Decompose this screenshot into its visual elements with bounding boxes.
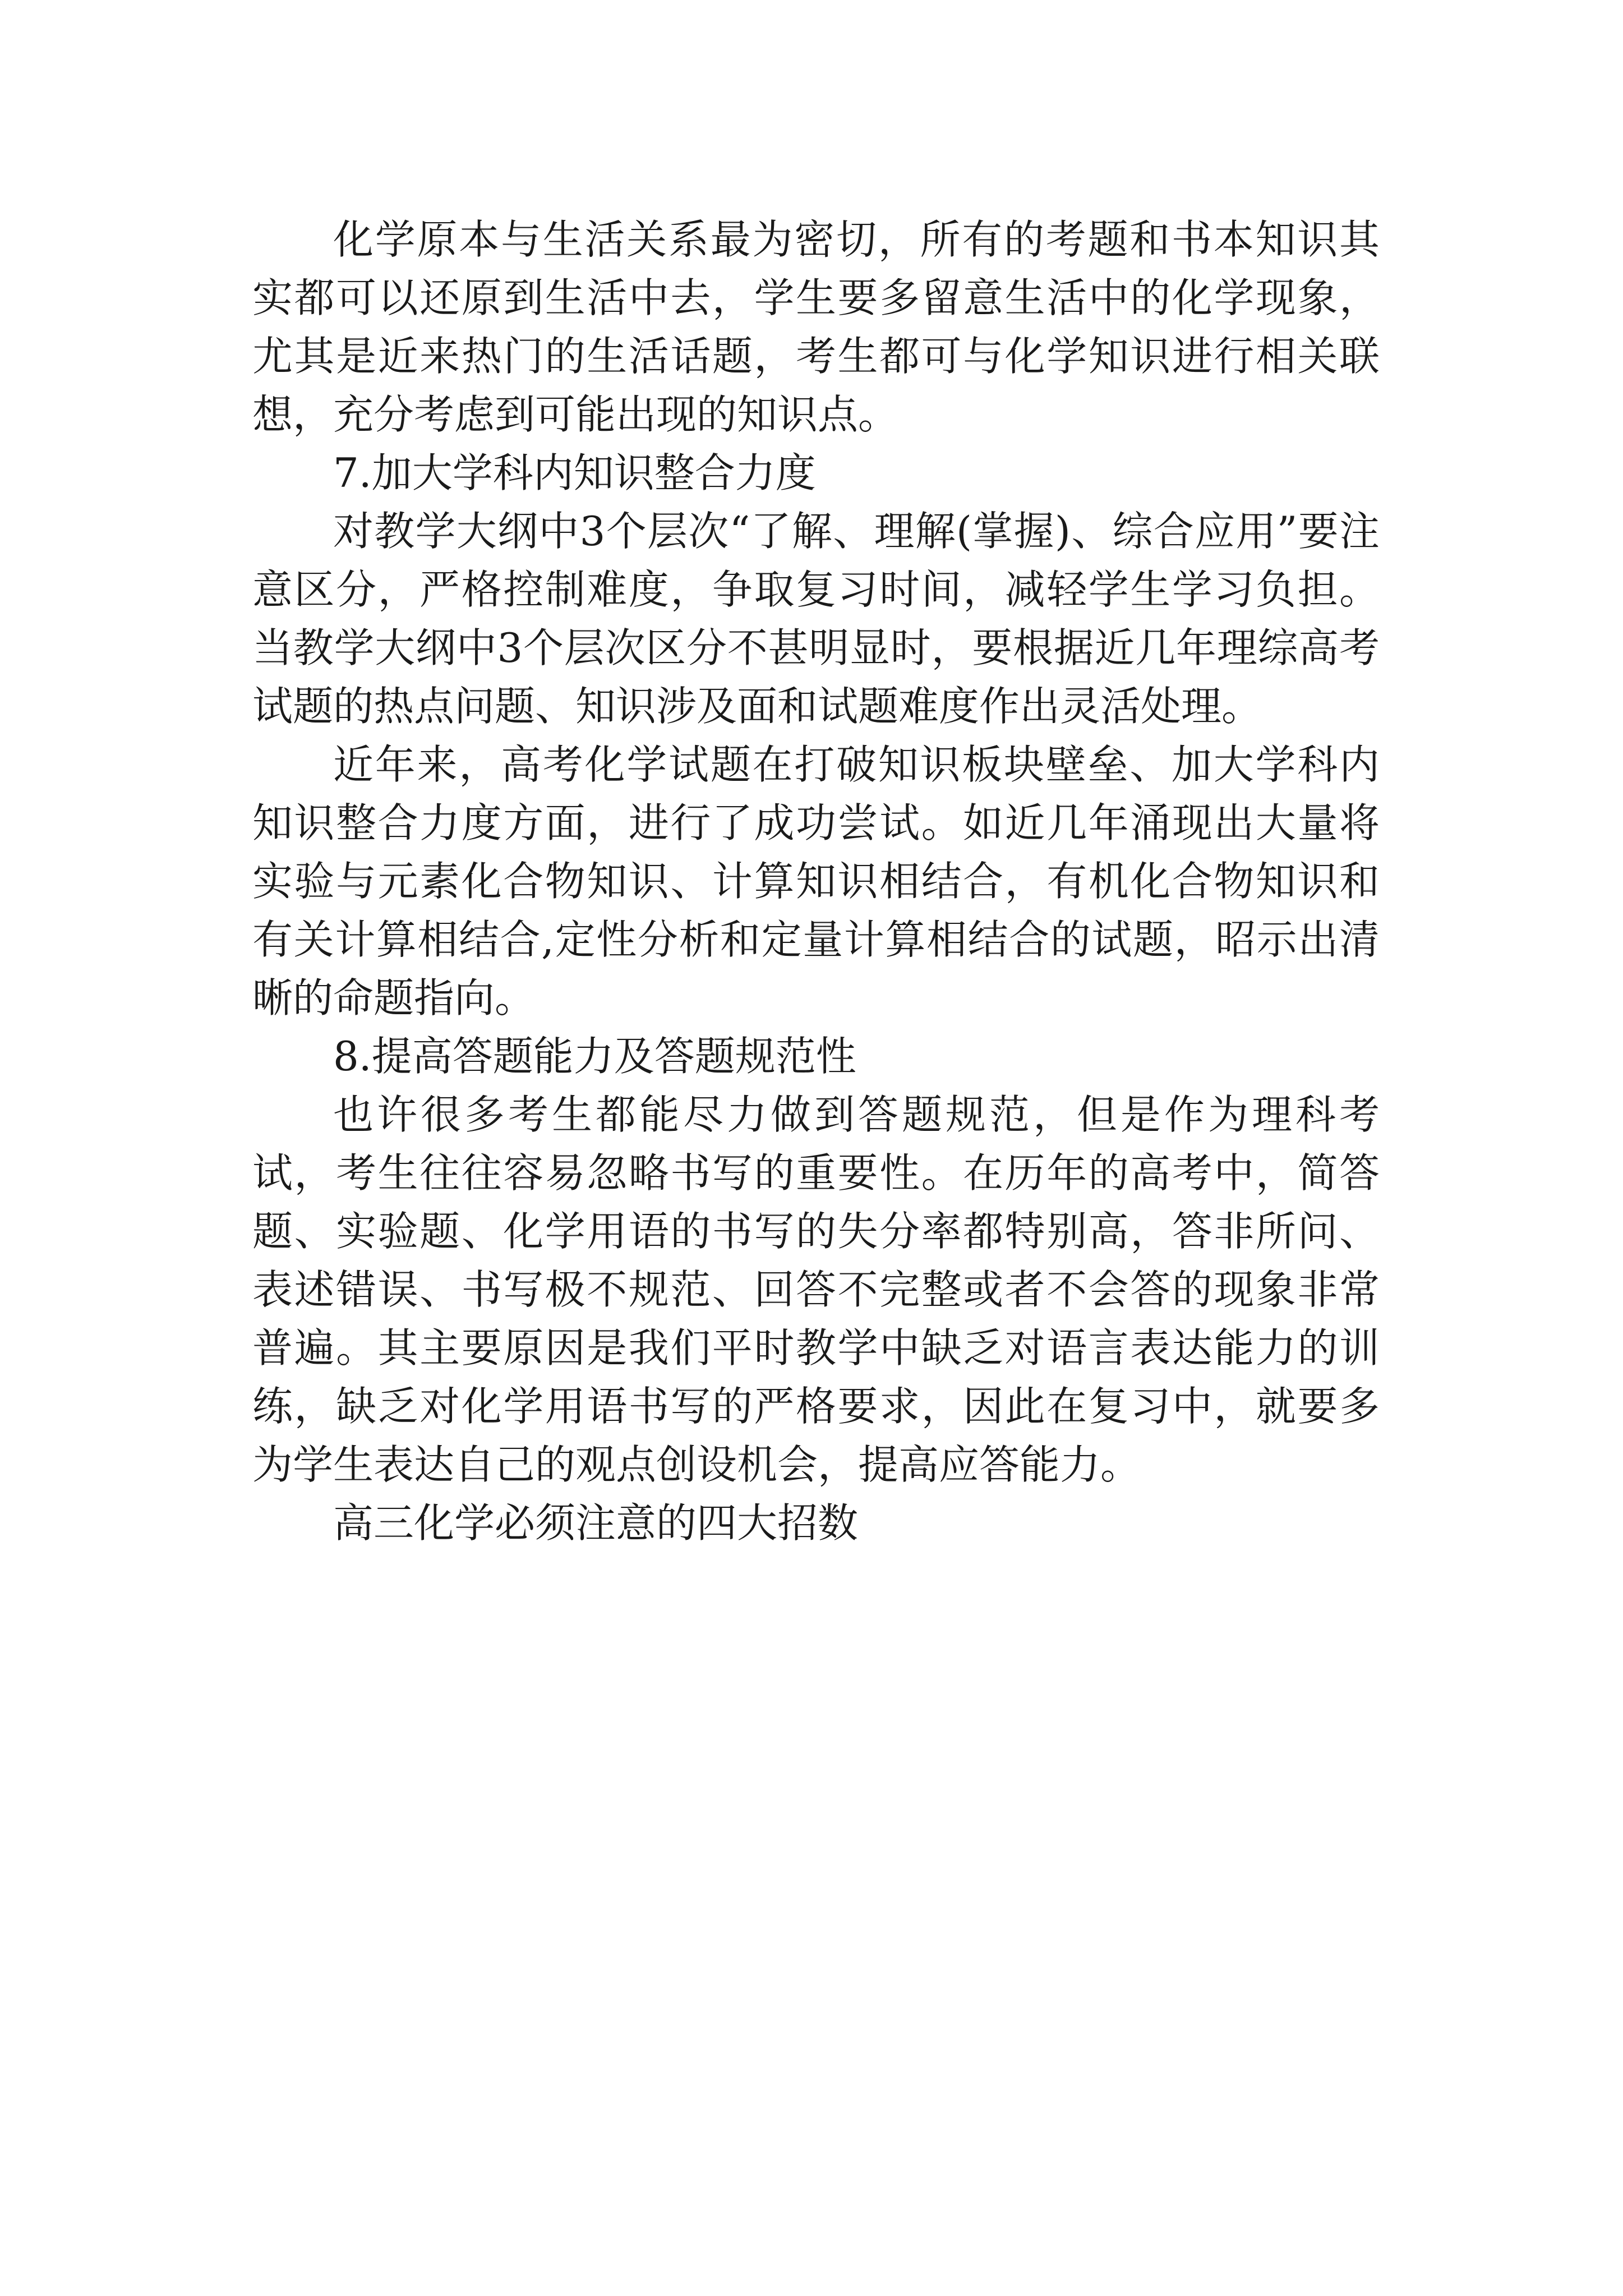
paragraph-answer-standards: 也许很多考生都能尽力做到答题规范，但是作为理科考试，考生往往容易忽略书写的重要性。在历年的高考中，简答题、实验题、化学用语的书写的失分率都特别高，答非所问、表述错误、书写极不规范、回答不完整或者不会答的现象非常普遍。其主要原因是我们平时教学中缺乏对语言表达能力的训练，缺乏对化学用语书写的严格要求，因此在复习中，就要多为学生表达自己的观点创设机会，提高应答能力。 [252, 1091, 1380, 1488]
document-body [252, 210, 1380, 1552]
paragraph-syllabus-levels: 对教学大纲中3个层次“了解、理解(掌握)、综合应用”要注意区分，严格控制难度，争取复习时间，减轻学生学习负担。当教学大纲中3个层次区分不甚明显时，要根据近几年理综高考试题的热点问题、知识涉及面和试题难度作出灵活处理。 [252, 508, 1380, 730]
paragraph-knowledge-integration: 近年来，高考化学试题在打破知识板块壁垒、加大学科内知识整合力度方面，进行了成功尝试。如近几年涌现出大量将实验与元素化合物知识、计算知识相结合，有机化合物知识和有关计算相结合,定性分析和定量计算相结合的试题，昭示出清晰的命题指向。 [252, 741, 1380, 1022]
paragraph-life-chemistry: 化学原本与生活关系最为密切，所有的考题和书本知识其实都可以还原到生活中去，学生要多留意生活中的化学现象，尤其是近来热门的生活话题，考生都可与化学知识进行相关联想，充分考虑到可能出现的知识点。 [252, 216, 1380, 438]
section-heading-8: 8.提高答题能力及答题规范性 [333, 1033, 856, 1080]
section-heading-7: 7.加大学科内知识整合力度 [333, 449, 816, 496]
section-heading-four-tips: 高三化学必须注意的四大招数 [333, 1499, 859, 1547]
